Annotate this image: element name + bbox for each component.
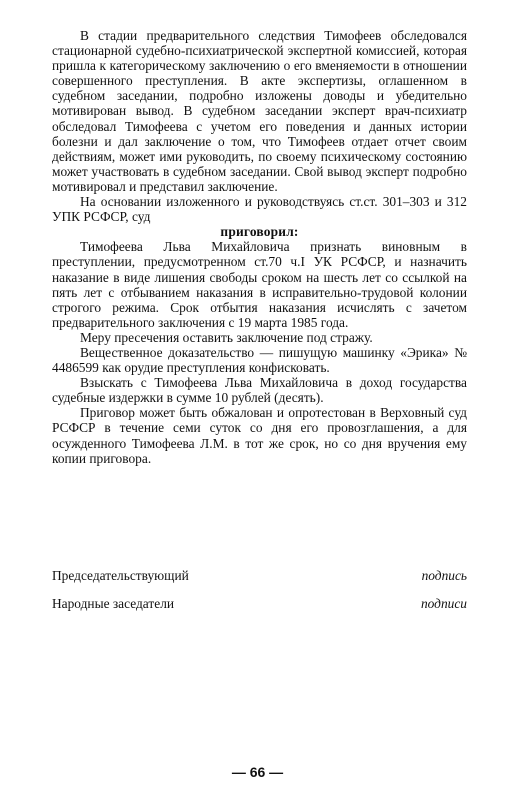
signature-mark: подписи [420,596,467,611]
signature-role: Председательствующий [52,568,189,583]
paragraph-sentence: Тимофеева Льва Михайловича признать виновным в преступлении, предусмотренном ст.70 ч.I УК РСФСР, и назначить наказание в виде лишения свободы сроком на шесть лет со ссылкой на пять лет с отбыванием наказания в исправительно-трудовой колонии строгого режима. Срок отбытия наказания исчислять с зачетом предварительного заключения с 19 марта 1985 года. [52,239,467,330]
signature-block [52,568,467,624]
signature-mark: подпись [421,568,467,583]
paragraph-grounds: На основании изложенного и руководствуясь ст.ст. 301–303 и 312 УПК РСФСР, суд [52,194,467,225]
paragraph-appeal: Приговор может быть обжалован и опротестован в Верховный суд РСФСР в течение семи суток со дня его провозглашения, а для осужденного Тимофеева Л.М. в тот же срок, но со дня вручения ему копии приговора. [52,405,467,466]
paragraph-expertise: В стадии предварительного следствия Тимофеев обследовался стационарной судебно-психиатрической экспертной комиссией, которая пришла к категорическому заключению о его вменяемости в отношении совершенного преступления. В акте экспертизы, оглашенном в судебном заседании, подробно изложены доводы и убедительно мотивирован вывод. В судебном заседании эксперт врач-психиатр обследовал Тимофеева с учетом его поведения и данных истории болезни и дал заключение о том, что Тимофеев отдает отчет своим действиям, может ими руководить, по своему психическому состоянию может участвовать в судебном заседании. Свой вывод эксперт подробно мотивировал и представил заключение. [52,28,467,194]
verdict-heading: приговорил: [220,224,299,240]
signature-row-presiding [52,568,467,583]
paragraph-costs: Взыскать с Тимофеева Льва Михайловича в доход государства судебные издержки в сумме 10 рублей (десять). [52,375,467,406]
page-number: — 66 — [231,764,284,780]
signature-role: Народные заседатели [52,596,175,611]
paragraph-custody: Меру пресечения оставить заключение под стражу. [80,329,373,345]
document-page [52,28,467,768]
signature-row-assessors [52,596,467,611]
paragraph-evidence: Вещественное доказательство — пишущую машинку «Эрика» № 4486599 как орудие преступления конфисковать. [52,344,467,376]
